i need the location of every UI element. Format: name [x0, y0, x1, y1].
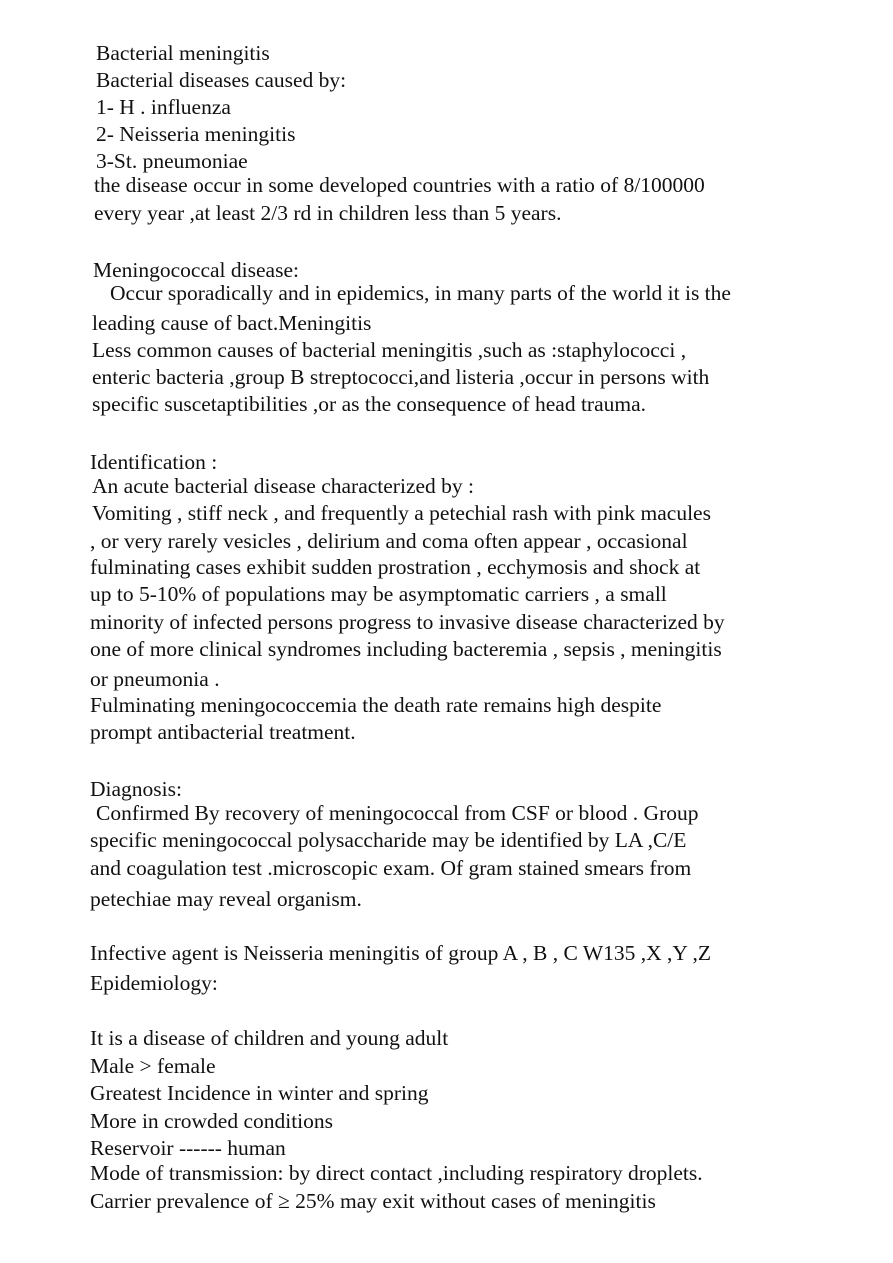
doc-title: Bacterial meningitis — [96, 41, 270, 65]
epidemiology-line-5: Reservoir ------ human — [90, 1136, 286, 1160]
diagnosis-heading: Diagnosis: — [90, 777, 182, 801]
cause-item-1: 1- H . influenza — [96, 95, 231, 119]
meningococcal-line-3: Less common causes of bacterial meningitis ,such as :staphylococci , — [92, 338, 687, 362]
meningococcal-heading: Meningococcal disease: — [93, 258, 299, 282]
identification-line-7: one of more clinical syndromes including bacteremia , sepsis , meningitis — [90, 637, 722, 661]
identification-line-2: Vomiting , stiff neck , and frequently a petechial rash with pink macules — [92, 501, 711, 525]
meningococcal-line-2: leading cause of bact.Meningitis — [92, 311, 372, 335]
epidemiology-line-3: Greatest Incidence in winter and spring — [90, 1081, 429, 1105]
infective-agent-line: Infective agent is Neisseria meningitis of group A , B , C W135 ,X ,Y ,Z — [90, 941, 712, 965]
diagnosis-line-2: specific meningococcal polysaccharide may be identified by LA ,C/E — [90, 828, 687, 852]
identification-line-6: minority of infected persons progress to invasive disease characterized by — [90, 610, 725, 634]
diagnosis-line-3: and coagulation test .microscopic exam. Of gram stained smears from — [90, 856, 692, 880]
diagnosis-line-1: Confirmed By recovery of meningococcal from CSF or blood . Group — [96, 801, 699, 825]
diagnosis-line-4: petechiae may reveal organism. — [90, 887, 362, 911]
incidence-line-2: every year ,at least 2/3 rd in children less than 5 years. — [94, 201, 562, 225]
epidemiology-line-4: More in crowded conditions — [90, 1109, 334, 1133]
meningococcal-line-1: Occur sporadically and in epidemics, in many parts of the world it is the — [110, 281, 731, 305]
identification-line-3: , or very rarely vesicles , delirium and coma often appear , occasional — [90, 529, 688, 553]
cause-item-3: 3-St. pneumoniae — [96, 149, 248, 173]
identification-line-8: or pneumonia . — [90, 667, 220, 691]
epidemiology-line-2: Male > female — [90, 1054, 216, 1078]
identification-line-10: prompt antibacterial treatment. — [90, 720, 356, 744]
incidence-line-1: the disease occur in some developed countries with a ratio of 8/100000 — [94, 173, 705, 197]
identification-heading: Identification : — [90, 450, 218, 474]
meningococcal-line-5: specific suscetaptibilities ,or as the consequence of head trauma. — [92, 392, 647, 416]
identification-line-9: Fulminating meningococcemia the death rate remains high despite — [90, 693, 662, 717]
identification-line-4: fulminating cases exhibit sudden prostration , ecchymosis and shock at — [90, 555, 701, 579]
epidemiology-line-1: It is a disease of children and young adult — [90, 1026, 449, 1050]
cause-item-2: 2- Neisseria meningitis — [96, 122, 296, 146]
epidemiology-line-6: Mode of transmission: by direct contact ,including respiratory droplets. — [90, 1161, 703, 1185]
meningococcal-line-4: enteric bacteria ,group B streptococci,and listeria ,occur in persons with — [92, 365, 710, 389]
identification-line-1: An acute bacterial disease characterized by : — [92, 474, 475, 498]
caused-by-line: Bacterial diseases caused by: — [96, 68, 347, 92]
epidemiology-line-7: Carrier prevalence of ≥ 25% may exit without cases of meningitis — [90, 1189, 656, 1213]
identification-line-5: up to 5-10% of populations may be asymptomatic carriers , a small — [90, 582, 667, 606]
epidemiology-heading: Epidemiology: — [90, 971, 218, 995]
